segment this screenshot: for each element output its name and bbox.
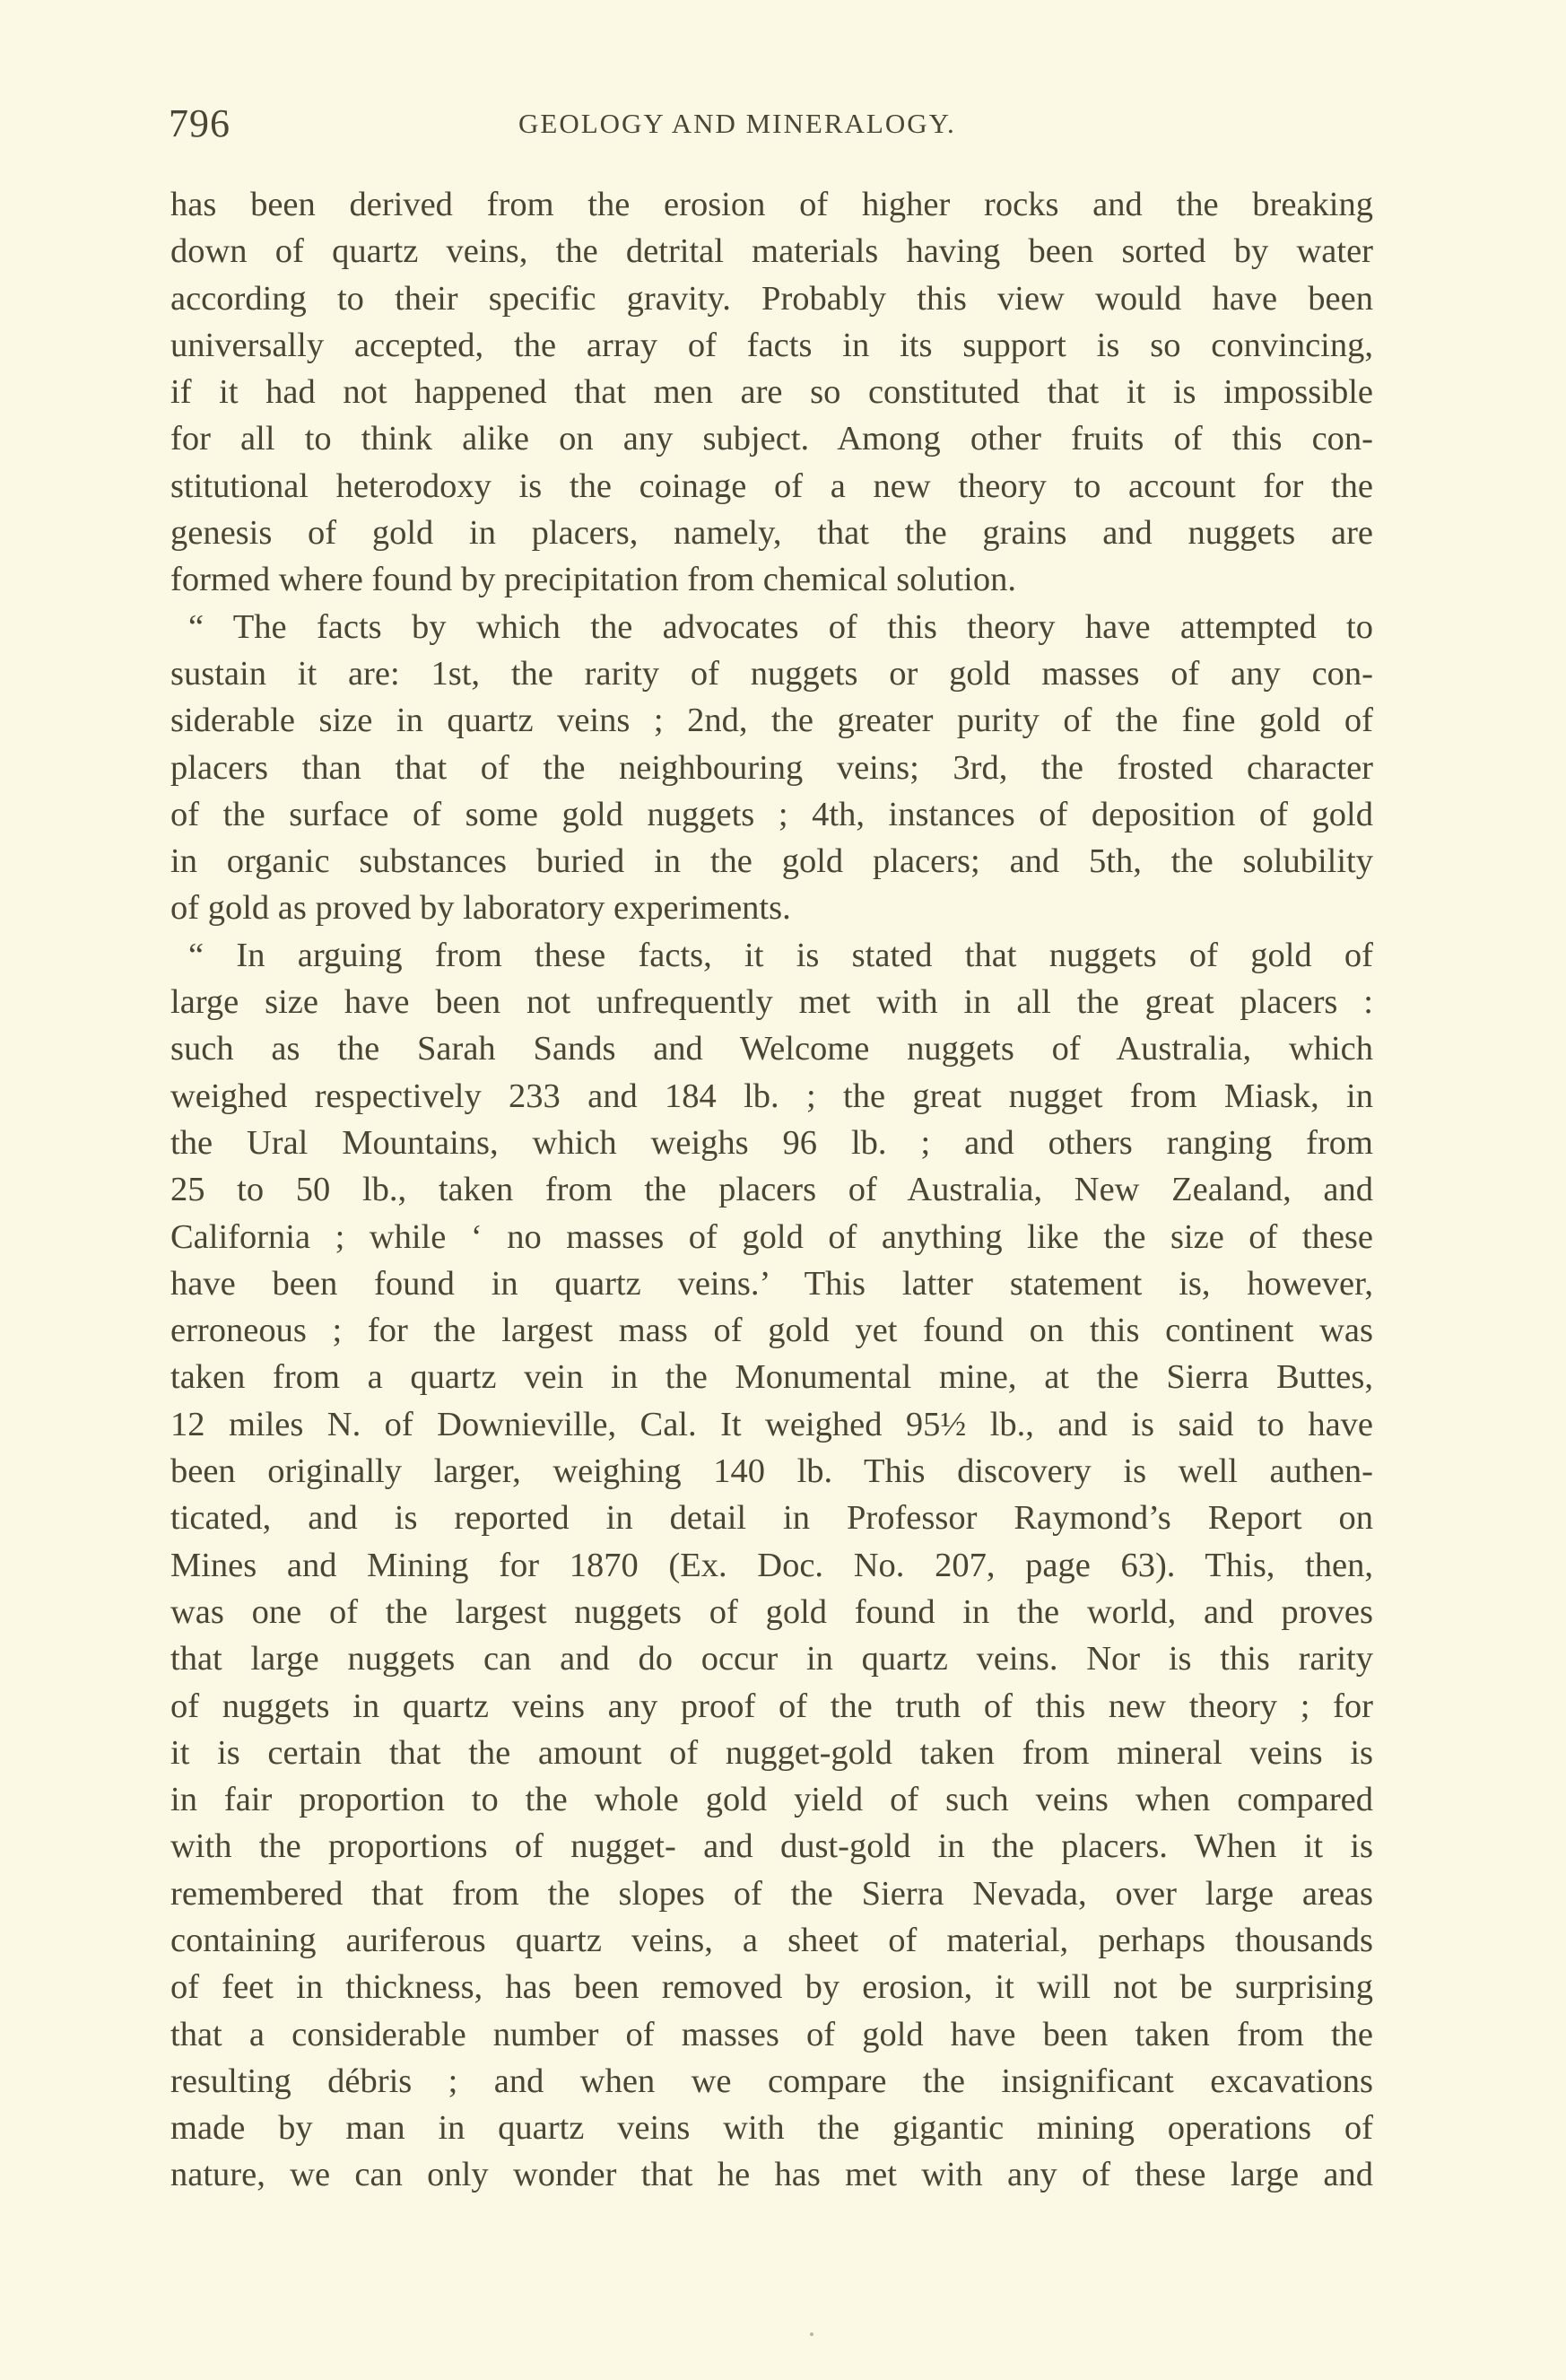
text-line: Mines and Mining for 1870 (Ex. Doc. No. 207, page 63). This, then,	[170, 1546, 1373, 1584]
text-line: of gold as proved by laboratory experiments.	[170, 889, 791, 928]
text-line: down of quartz veins, the detrital materials having been sorted by water	[170, 232, 1373, 271]
text-line: large size have been not unfrequently met with in all the great placers :	[170, 983, 1373, 1022]
text-line: according to their specific gravity. Probably this view would have been	[170, 279, 1373, 318]
text-line: sustain it are: 1st, the rarity of nuggets or gold masses of any con-	[170, 654, 1373, 693]
text-line: of feet in thickness, has been removed by erosion, it will not be surprising	[170, 1968, 1373, 2007]
running-title: GEOLOGY AND MINERALOGY.	[518, 108, 956, 139]
text-line: that large nuggets can and do occur in quartz veins. Nor is this rarity	[170, 1640, 1373, 1678]
text-line: “ The facts by which the advocates of this theory have attempted to	[188, 607, 1373, 646]
text-line: for all to think alike on any subject. Among other fruits of this con-	[170, 420, 1373, 458]
body-text	[170, 181, 1373, 2199]
text-line: it is certain that the amount of nugget-gold taken from mineral veins is	[170, 1733, 1373, 1772]
text-line: “ In arguing from these facts, it is stated that nuggets of gold of	[188, 936, 1373, 974]
text-line: if it had not happened that men are so constituted that it is impossible	[170, 373, 1373, 412]
text-line: genesis of gold in placers, namely, that the grains and nuggets are	[170, 514, 1373, 553]
text-line: containing auriferous quartz veins, a sheet of material, perhaps thousands	[170, 1921, 1373, 1959]
text-line: placers than that of the neighbouring veins; 3rd, the frosted character	[170, 748, 1373, 787]
text-line: in fair proportion to the whole gold yield of such veins when compared	[170, 1781, 1373, 1819]
text-line: resulting débris ; and when we compare the insignificant excavations	[170, 2062, 1373, 2100]
text-line: weighed respectively 233 and 184 lb. ; the great nugget from Miask, in	[170, 1077, 1373, 1115]
text-line: remembered that from the slopes of the Sierra Nevada, over large areas	[170, 1874, 1373, 1913]
text-line: 25 to 50 lb., taken from the placers of Australia, New Zealand, and	[170, 1171, 1373, 1209]
text-line: taken from a quartz vein in the Monumental mine, at the Sierra Buttes,	[170, 1358, 1373, 1397]
page-number: 796	[169, 101, 231, 145]
scan-speck	[810, 2332, 813, 2336]
text-line: the Ural Mountains, which weighs 96 lb. ; and others ranging from	[170, 1123, 1373, 1162]
text-line: of the surface of some gold nuggets ; 4th, instances of deposition of gold	[170, 795, 1373, 833]
text-line: in organic substances buried in the gold placers; and 5th, the solubility	[170, 842, 1373, 881]
text-line: been originally larger, weighing 140 lb. This discovery is well authen-	[170, 1452, 1373, 1491]
text-line: that a considerable number of masses of gold have been taken from the	[170, 2015, 1373, 2053]
text-line: universally accepted, the array of facts in its support is so convincing,	[170, 326, 1373, 364]
text-line: 12 miles N. of Downieville, Cal. It weighed 95½ lb., and is said to have	[170, 1405, 1373, 1443]
text-line: with the proportions of nugget- and dust-gold in the placers. When it is	[170, 1827, 1373, 1866]
text-line: California ; while ‘ no masses of gold of anything like the size of these	[170, 1217, 1373, 1256]
text-line: erroneous ; for the largest mass of gold yet found on this continent was	[170, 1312, 1373, 1350]
text-line: has been derived from the erosion of higher rocks and the breaking	[170, 186, 1373, 223]
text-line: nature, we can only wonder that he has met with any of these large and	[170, 2156, 1373, 2194]
text-line: have been found in quartz veins.’ This latter statement is, however,	[170, 1264, 1373, 1303]
text-line: formed where found by precipitation from chemical solution.	[170, 561, 1016, 599]
text-line: of nuggets in quartz veins any proof of the truth of this new theory ; for	[170, 1687, 1373, 1725]
text-line: ticated, and is reported in detail in Professor Raymond’s Report on	[170, 1499, 1373, 1538]
text-line: stitutional heterodoxy is the coinage of a new theory to account for the	[170, 466, 1373, 505]
text-line: siderable size in quartz veins ; 2nd, the greater purity of the fine gold of	[170, 702, 1373, 740]
text-line: was one of the largest nuggets of gold found in the world, and proves	[170, 1592, 1373, 1631]
text-line: such as the Sarah Sands and Welcome nuggets of Australia, which	[170, 1030, 1373, 1068]
text-line: made by man in quartz veins with the gigantic mining operations of	[170, 2109, 1373, 2148]
